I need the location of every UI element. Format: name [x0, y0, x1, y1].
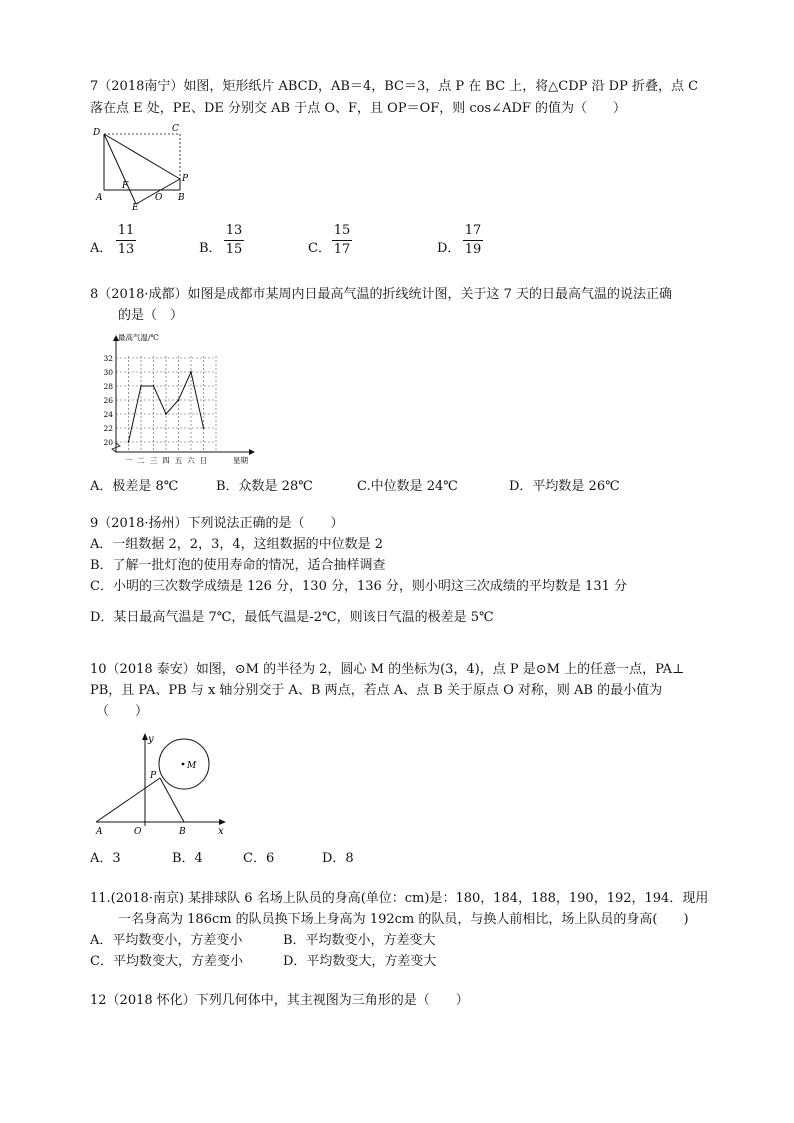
- q7-label-p: P: [182, 174, 189, 184]
- q11-line-2: 一名身高为 186cm 的队员换下场上身高为 192cm 的队员，与换人前相比，场上队员的身高( ): [118, 912, 689, 927]
- fraction-bar: [116, 240, 136, 241]
- q7-line-dp: [104, 134, 180, 179]
- chart-x-tick-label: 日: [199, 456, 208, 465]
- chart-y-tick-label: 22: [103, 424, 113, 433]
- q10-circle-coordinate-figure: [92, 726, 242, 838]
- chart-y-tick-label: 26: [103, 396, 113, 405]
- chart-x-axis-arrow: [249, 449, 255, 455]
- chart-x-tick-label: 四: [162, 456, 170, 465]
- q7-option-c-denominator: 17: [333, 242, 351, 257]
- q10-label-a: A: [96, 827, 103, 837]
- q7-label-e: E: [132, 203, 139, 210]
- q7-option-d-numerator: 17: [464, 223, 482, 238]
- chart-x-tick-label: 六: [187, 456, 195, 465]
- q7-option-d-denominator: 19: [464, 242, 482, 257]
- chart-x-axis-label: 星期: [233, 456, 248, 465]
- chart-x-tick-label: 五: [174, 456, 183, 465]
- chart-data-point: [203, 427, 205, 429]
- q10-label-o: O: [134, 827, 142, 837]
- q8-line-1: 8（2018·成都）如图是成都市某周内日最高气温的折线统计图，关于这 7 天的日最高气温的说法正确: [90, 287, 673, 302]
- q8-option-c: C.中位数是 24℃: [357, 479, 458, 494]
- q8-line-2: 的是（ ）: [118, 308, 184, 323]
- q7-label-a: A: [96, 193, 103, 203]
- q7-option-a-fraction: [116, 223, 136, 258]
- q10-label-p: P: [150, 771, 157, 781]
- q10-center-m: [182, 763, 185, 766]
- q9-option-a: A．一组数据 2，2，3，4，这组数据的中位数是 2: [90, 537, 384, 552]
- q7-option-d-letter: D．: [437, 241, 461, 256]
- q7-option-b-numerator: 13: [225, 223, 243, 238]
- chart-data-point: [140, 385, 142, 387]
- chart-x-tick-label: 一: [124, 456, 133, 465]
- chart-y-axis-label: 最高气温/℃: [118, 333, 159, 342]
- q10-x-axis-arrow: [219, 819, 226, 825]
- q7-option-a-numerator: 11: [117, 223, 135, 238]
- chart-y-tick-label: 30: [103, 368, 113, 377]
- q11-option-b: B．平均数变小，方差变大: [283, 933, 436, 948]
- q7-option-c-fraction: [332, 223, 352, 258]
- chart-data-point: [165, 413, 167, 415]
- q10-label-m: M: [187, 761, 197, 771]
- chart-data-point: [128, 441, 130, 443]
- q7-label-o: O: [155, 193, 163, 203]
- q9-line-1: 9（2018·扬州）下列说法正确的是（ ）: [90, 516, 344, 531]
- q11-option-a: A．平均数变小，方差变小: [90, 933, 243, 948]
- q12-line-1: 12（2018 怀化）下列几何体中，其主视图为三角形的是（ ）: [90, 993, 469, 1008]
- chart-y-tick-label: 24: [103, 410, 113, 419]
- chart-data-point: [190, 371, 192, 373]
- q11-option-c: C．平均数变大，方差变小: [90, 954, 243, 969]
- q7-line-2: 落在点 E 处，PE、DE 分别交 AB 于点 O、F，且 OP＝OF，则 cos∠ADF 的值为（ ）: [90, 101, 627, 116]
- q10-option-d: D．8: [322, 851, 354, 866]
- q10-line-2: PB，且 PA、PB 与 x 轴分别交于 A、B 两点，若点 A、点 B 关于原点 O 对称，则 AB 的最小值为: [90, 683, 663, 698]
- q7-option-b-fraction: [224, 223, 244, 258]
- q10-line-pa: [96, 778, 160, 822]
- q7-option-a-letter: A．: [90, 241, 113, 256]
- chart-y-tick-label: 28: [103, 382, 113, 391]
- q10-option-a: A．3: [90, 851, 121, 866]
- q11-line-1: 11.(2018·南京) 某排球队 6 名场上队员的身高(单位：cm)是：180，184，188，190，192，194．现用: [90, 891, 709, 906]
- q10-label-x: x: [218, 826, 224, 837]
- q10-label-b: B: [179, 827, 186, 837]
- q10-option-c: C．6: [243, 851, 275, 866]
- q10-line-3: （ ）: [96, 704, 149, 719]
- q8-option-d: D．平均数是 26℃: [509, 479, 620, 494]
- q7-label-b: B: [178, 193, 185, 203]
- q7-option-b-letter: B．: [199, 241, 222, 256]
- temperature-line-chart: [96, 330, 262, 470]
- fraction-bar: [224, 240, 244, 241]
- q7-option-a-denominator: 13: [117, 242, 135, 257]
- chart-data-point: [153, 385, 155, 387]
- q10-line-1: 10（2018 泰安）如图，⊙M 的半径为 2，圆心 M 的坐标为(3，4)，点 P 是⊙M 上的任意一点，PA⊥: [90, 662, 685, 677]
- q8-option-a: A．极差是 8℃: [90, 479, 179, 494]
- q7-label-d: D: [93, 128, 101, 138]
- q9-option-c: C．小明的三次数学成绩是 126 分，130 分，136 分，则小明这三次成绩的平均数是 131 分: [90, 579, 627, 594]
- fraction-bar: [332, 240, 352, 241]
- q7-label-c: C: [172, 124, 179, 134]
- q7-option-c-numerator: 15: [333, 223, 351, 238]
- q7-option-b-denominator: 15: [225, 242, 243, 257]
- q7-line-1: 7（2018南宁）如图，矩形纸片 ABCD，AB＝4，BC＝3，点 P 在 BC 上，将△CDP 沿 DP 折叠，点 C: [90, 79, 699, 94]
- q11-option-d: D．平均数变大，方差变大: [283, 954, 437, 969]
- q10-label-y: y: [148, 734, 154, 745]
- chart-y-tick-label: 20: [103, 438, 113, 447]
- chart-y-tick-label: 32: [103, 354, 113, 363]
- q7-rectangle-fold-figure: [92, 124, 192, 210]
- fraction-bar: [463, 240, 483, 241]
- chart-x-tick-label: 三: [149, 456, 158, 465]
- q7-option-d-fraction: [463, 223, 483, 258]
- q10-line-pb: [160, 778, 184, 822]
- q7-label-f: F: [122, 181, 129, 191]
- chart-data-point: [178, 399, 180, 401]
- q9-option-d: D．某日最高气温是 7℃，最低气温是-2℃，则该日气温的极差是 5℃: [90, 610, 494, 625]
- q9-option-b: B．了解一批灯泡的使用寿命的情况，适合抽样调查: [90, 558, 386, 573]
- q10-option-b: B．4: [172, 851, 203, 866]
- q8-option-b: B．众数是 28℃: [216, 479, 313, 494]
- q7-line-de: [104, 134, 136, 204]
- chart-x-tick-label: 二: [137, 456, 145, 465]
- q7-option-c-letter: C．: [308, 241, 331, 256]
- chart-series-line: [129, 372, 204, 442]
